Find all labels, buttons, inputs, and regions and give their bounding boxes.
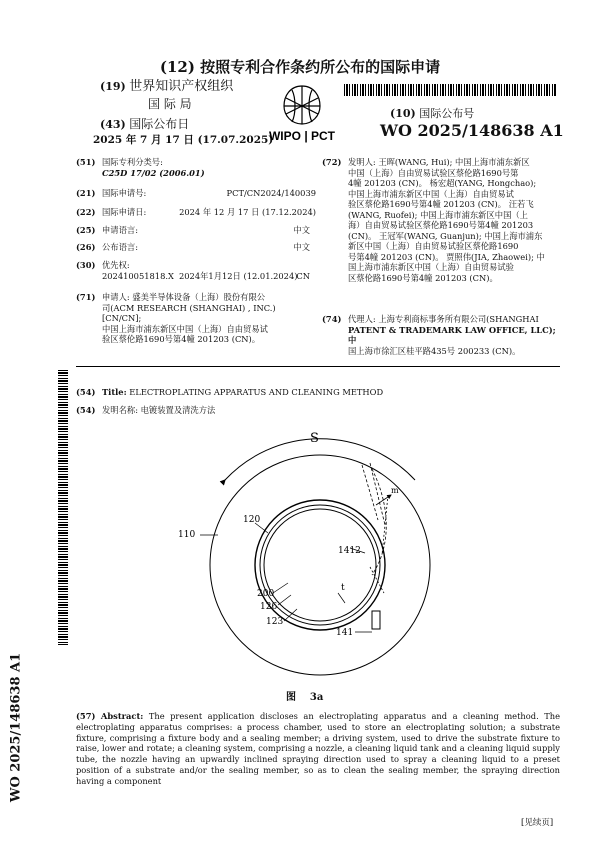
inventor-line: (WANG, Ruofei); 中国上海市浦东新区中国（上	[348, 209, 528, 220]
applicant-line: 申请人: 盛美半导体设备（上海）股份有限公	[102, 292, 266, 302]
field-label: 优先权:	[102, 260, 130, 270]
applicant-line: 验区蔡伦路1690号第4幢 201203 (CN)。	[102, 334, 261, 344]
substrate-circle	[264, 509, 376, 621]
ipc-value: C25D 17/02 (2006.01)	[102, 167, 205, 178]
field-21	[76, 188, 316, 199]
ring-inner	[260, 505, 380, 625]
field-74	[322, 314, 560, 356]
pubno-num: (10)	[390, 107, 416, 120]
inventor-line: 4幢 201203 (CN)。 杨宏超(YANG, Hongchao);	[348, 178, 537, 188]
top-barcode	[344, 84, 556, 96]
title-en	[76, 387, 560, 398]
inventor-line: 验区蔡伦路1690号第4幢 201203 (CN)。 汪若飞	[348, 199, 534, 209]
abstract-text: The present application discloses an electroplating apparatus and a cleaning method. The electroplating apparatus comprises: a process chamber, used to store an electroplating solution; a substrate fixture, comprising a fixture body and a sealing member; a driving system, used to drive the substrate fixture to raise, lower and rotate; a cleaning system, comprising a nozzle, a cleaning liquid tank and a cleaning liquid supply tube, the nozzle having an upwardly inclined spraying direction used to spray a cleaning liquid to a preset position of a substrate and/or the sealing member, so as to clean the sealing member, the spraying direction having a component	[76, 711, 560, 786]
field-num: (30)	[76, 260, 96, 270]
field-num: (71)	[76, 292, 96, 302]
field-num: (25)	[76, 225, 96, 235]
title-zh-value: 电镀装置及清洗方法	[140, 405, 216, 415]
priority-date: 2024年1月12日 (12.01.2024)	[179, 271, 298, 281]
inventor-line: 中国上海市浦东新区中国（上海）自由贸易试	[348, 188, 514, 199]
org-sub: 国 际 局	[148, 97, 192, 111]
priority-country: CN	[296, 271, 310, 281]
inventor-line: 新区中国（上海）自由贸易试验区蔡伦路1690	[348, 241, 519, 251]
figure-3a	[160, 425, 460, 683]
label-126: 126	[260, 602, 278, 612]
rotation-arrow	[225, 439, 415, 480]
inventor-line: 发明人: 王晖(WANG, Hui); 中国上海市浦东新区	[348, 157, 530, 167]
priority-number: 202410051818.X	[102, 271, 174, 281]
field-num: (26)	[76, 242, 96, 252]
side-pub-number: WO 2025/148638 A1	[8, 652, 24, 803]
label-s: S	[310, 431, 319, 446]
pub-language-value: 中文	[293, 242, 310, 252]
org-name: 世界知识产权组织	[129, 79, 234, 94]
filing-date-value: 2024 年 12 月 17 日 (17.12.2024)	[179, 207, 316, 217]
pub-number-label-row	[390, 107, 474, 121]
field-num: (72)	[322, 157, 342, 167]
pub-date-value: 2025 年 7 月 17 日 (17.07.2025)	[93, 134, 274, 146]
field-num: (21)	[76, 188, 96, 198]
app-number-value: PCT/CN2024/140039	[226, 188, 316, 198]
field-25	[76, 225, 316, 236]
label-110: 110	[178, 530, 196, 540]
inventor-line: 国上海市浦东新区中国（上海）自由贸易试验	[348, 262, 514, 272]
inventor-line: 区蔡伦路1690号第4幢 201203 (CN)。	[348, 272, 498, 283]
field-72	[322, 157, 560, 289]
field-26	[76, 242, 316, 253]
label-t: t	[341, 583, 345, 593]
wipo-text: WIPO | PCT	[268, 129, 336, 143]
label-141: 141	[336, 628, 354, 638]
field-num: (54)	[76, 387, 96, 397]
agent-line: PATENT & TRADEMARK LAW OFFICE, LLC); 中	[348, 324, 556, 345]
pubdate-label: 国际公布日	[129, 117, 190, 131]
label-200: 200	[257, 589, 275, 599]
filing-language-value: 中文	[293, 225, 310, 235]
abstract-label: Abstract:	[100, 711, 144, 721]
field-num: (74)	[322, 314, 342, 324]
org-num: (19)	[100, 80, 126, 93]
field-label: 国际申请日:	[102, 207, 147, 217]
applicant-line: 中国上海市浦东新区中国（上海）自由贸易试	[102, 323, 268, 334]
pubdate-num: (43)	[100, 118, 126, 131]
continuation-note: [见续页]	[521, 818, 554, 828]
label-120: 120	[243, 515, 261, 525]
side-barcode	[58, 370, 68, 645]
title-en-label: Title:	[102, 387, 127, 397]
field-label: 公布语言:	[102, 242, 138, 252]
field-22	[76, 207, 316, 218]
inventor-line: 中国（上海）自由贸易试验区蔡伦路1690号第	[348, 167, 519, 178]
pub-number-value: WO 2025/148638 A1	[380, 121, 564, 140]
abstract	[76, 711, 560, 787]
field-30	[76, 260, 316, 282]
field-label: 申请语言:	[102, 225, 138, 235]
inventor-line: (CN)。 王冠军(WANG, Guanjun); 中国上海市浦东	[348, 230, 543, 241]
title-zh	[76, 405, 560, 416]
title-en-value: ELECTROPLATING APPARATUS AND CLEANING METHOD	[129, 387, 384, 397]
field-num: (54)	[76, 405, 96, 415]
label-123: 123	[266, 617, 284, 627]
field-71	[76, 292, 316, 344]
field-51	[76, 157, 316, 179]
label-m: m	[391, 486, 399, 495]
section-divider	[76, 366, 560, 367]
field-num: (22)	[76, 207, 96, 217]
label-1412: 1412	[338, 546, 361, 556]
abstract-num: (57)	[76, 711, 96, 721]
agent-line: 国上海市徐汇区桂平路435号 200233 (CN)。	[348, 345, 521, 356]
inventor-line: 号第4幢 201203 (CN)。 贾照伟(JIA, Zhaowei); 中	[348, 251, 545, 262]
field-num: (51)	[76, 157, 96, 167]
organization	[100, 80, 233, 94]
inventor-line: 海）自由贸易试验区蔡伦路1690号第4幢 201203	[348, 220, 534, 230]
figure-caption: 图 3a	[286, 692, 324, 703]
pub-date-label-row	[100, 117, 189, 132]
field-label: 国际申请号:	[102, 188, 147, 198]
document-title: (12) 按照专利合作条约所公布的国际申请	[159, 58, 441, 76]
applicant-line: 司(ACM RESEARCH (SHANGHAI) , INC.) [CN/CN];	[102, 302, 276, 323]
pubno-label: 国际公布号	[419, 107, 475, 120]
field-label: 国际专利分类号:	[102, 157, 163, 167]
title-zh-label: 发明名称:	[102, 405, 138, 415]
wipo-logo	[262, 80, 342, 144]
agent-line: 代理人: 上海专利商标事务所有限公司(SHANGHAI	[348, 314, 539, 324]
